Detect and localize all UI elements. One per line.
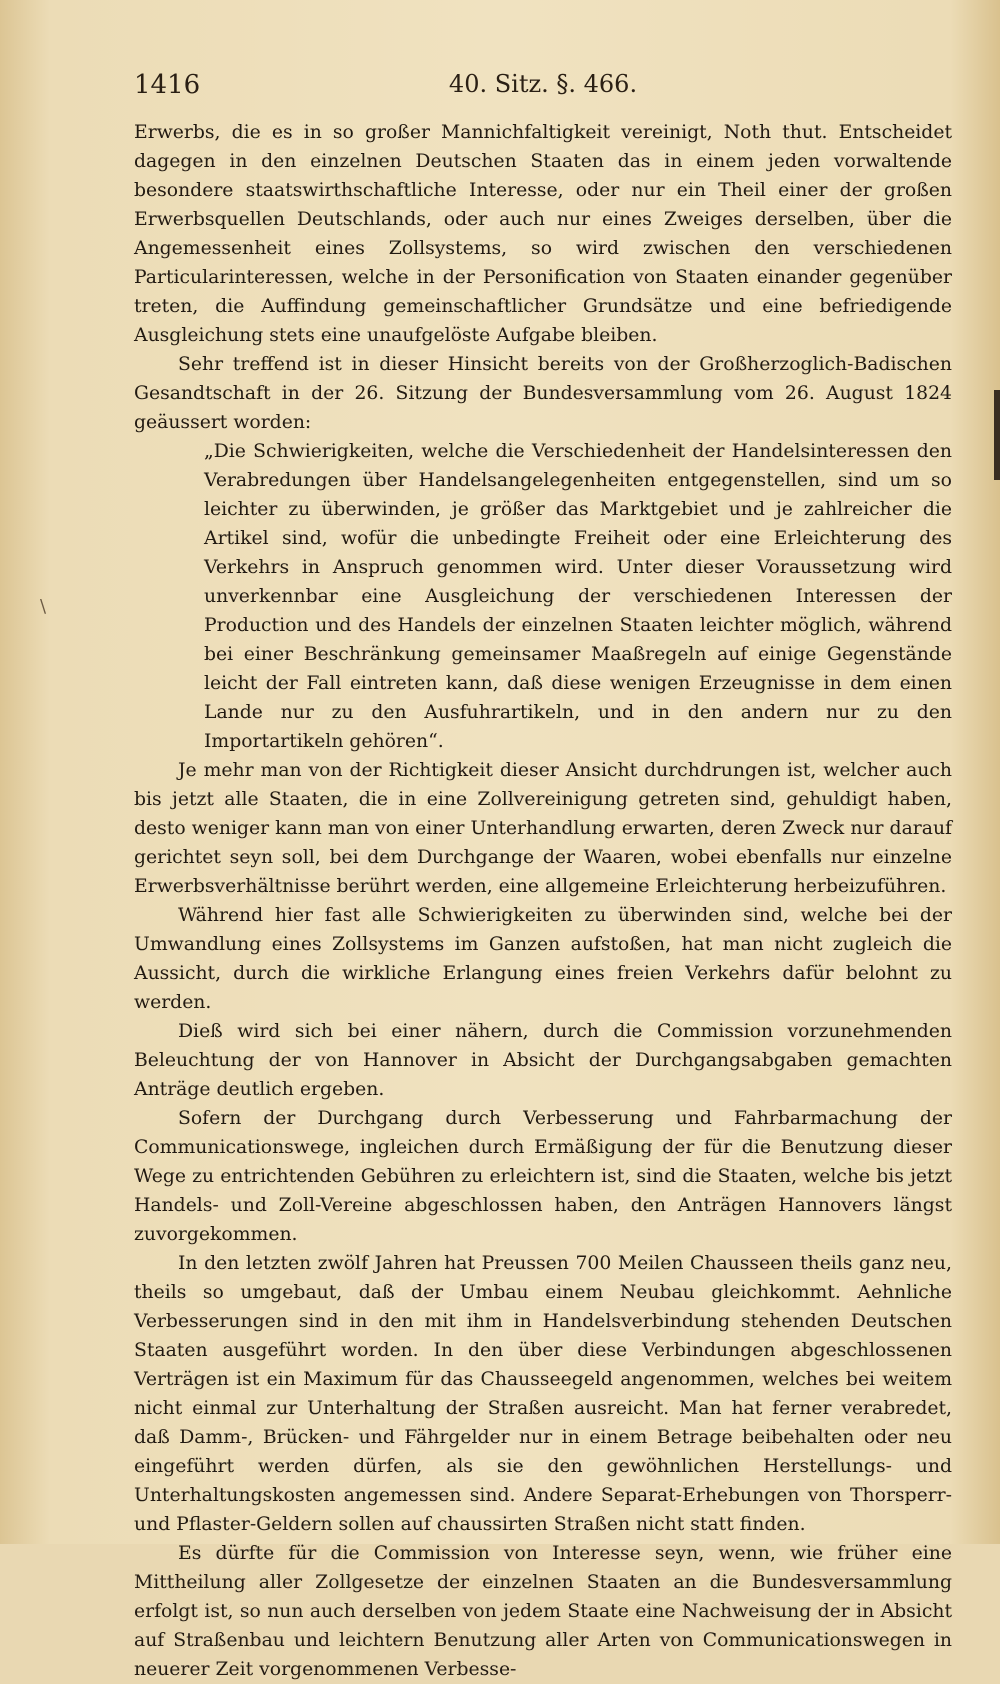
margin-mark: \: [40, 596, 47, 617]
page-number: 1416: [134, 70, 201, 100]
paragraph-5: Dieß wird sich bei einer nähern, durch die Commission vorzunehmenden Beleuchtung der von Hannover in Absicht der Durchgangsabgaben gemachten Anträge deutlich ergeben.: [134, 1021, 952, 1100]
paragraph-3: Je mehr man von der Richtigkeit dieser Ansicht durchdrungen ist, welcher auch bis jetzt alle Staaten, die in eine Zollvereinigung getreten sind, gehuldigt haben, desto weniger kann man von einer Unterhandlung erwarten, deren Zweck nur darauf gerichtet seyn soll, bei dem Durchgange der Waaren, wobei ebenfalls nur einzelne Erwerbsverhältnisse berührt werden, eine allgemeine Erleichterung herbeizuführen.: [134, 760, 952, 897]
block-quote: „Die Schwierigkeiten, welche die Verschiedenheit der Handelsinteressen den Verabredungen über Handelsangelegenheiten entgegenstellen, sind um so leichter zu überwinden, je größer das Marktgebiet und je zahlreicher die Artikel sind, wofür die unbedingte Freiheit oder eine Erleichterung des Verkehrs in Anspruch genommen wird. Unter dieser Voraussetzung wird unverkennbar eine Ausgleichung der verschiedenen Interessen der Production und des Handels der einzelnen Staaten leichter möglich, während bei einer Beschränkung gemeinsamer Maaßregeln auf einige Gegenstände leicht der Fall eintreten kann, daß diese wenigen Erzeugnisse in dem einen Lande nur zu den Ausfuhrartikeln, und in den andern nur zu den Importartikeln gehören“.: [204, 441, 952, 752]
paragraph-4: Während hier fast alle Schwierigkeiten zu überwinden sind, welche bei der Umwandlung eines Zollsystems im Ganzen aufstoßen, hat man nicht zugleich die Aussicht, durch die wirkliche Erlangung eines freien Verkehrs dafür belohnt zu werden.: [134, 905, 952, 1013]
page-header: [134, 70, 952, 110]
paragraph-8: Es dürfte für die Commission von Interesse seyn, wenn, wie früher eine Mittheilung aller Zollgesetze der einzelnen Staaten an die Bundesversammlung erfolgt ist, so nun auch derselben von jedem Staate eine Nachweisung der in Absicht auf Straßenbau und leichtern Benutzung aller Arten von Communicationswegen in neuerer Zeit vorgenommenen Verbesse-: [134, 1543, 952, 1680]
paragraph-7: In den letzten zwölf Jahren hat Preussen 700 Meilen Chausseen theils ganz neu, theils so umgebaut, daß der Umbau einem Neubau gleichkommt. Aehnliche Verbesserungen sind in den mit ihm in Handelsverbindung stehenden Deutschen Staaten ausgeführt worden. In den über diese Verbindungen abgeschlossenen Verträgen ist ein Maximum für das Chausseegeld angenommen, welches bei weitem nicht einmal zur Unterhaltung der Straßen ausreicht. Man hat ferner verabredet, daß Damm-, Brücken- und Fährgelder nur in einem Betrage beibehalten oder neu eingeführt werden dürfen, als sie den gewöhnlichen Herstellungs- und Unterhaltungskosten angemessen sind. Andere Separat-Erhebungen von Thorsperr- und Pflaster-Geldern sollen auf chaussirten Straßen nicht statt finden.: [134, 1253, 952, 1535]
paragraph-6: Sofern der Durchgang durch Verbesserung und Fahrbarmachung der Communicationswege, ingleichen durch Ermäßigung der für die Benutzung dieser Wege zu entrichtenden Gebühren zu erleichtern ist, sind die Staaten, welche bis jetzt Handels- und Zoll-Vereine abgeschlossen haben, den Anträgen Hannovers längst zuvorgekommen.: [134, 1108, 952, 1245]
running-head: 40. Sitz. §. 466.: [448, 70, 638, 98]
page-body: [134, 118, 952, 1684]
paragraph-2: Sehr treffend ist in dieser Hinsicht bereits von der Großherzoglich-Badischen Gesandtschaft in der 26. Sitzung der Bundesversammlung vom 26. August 1824 geäussert worden:: [134, 354, 952, 433]
paragraph-1: Erwerbs, die es in so großer Mannichfaltigkeit vereinigt, Noth thut. Entscheidet dagegen in den einzelnen Deutschen Staaten das in einem jeden vorwaltende besondere staatswirthschaftliche Interesse, oder nur ein Theil einer der großen Erwerbsquellen Deutschlands, oder auch nur eines Zweiges derselben, über die Angemessenheit eines Zollsystems, so wird zwischen den verschiedenen Particularinteressen, welche in der Personification von Staaten einander gegenüber treten, die Auffindung gemeinschaftlicher Grundsätze und eine befriedigende Ausgleichung stets eine unaufgelöste Aufgabe bleiben.: [134, 122, 952, 346]
page-edge-shadow: [994, 390, 1000, 480]
